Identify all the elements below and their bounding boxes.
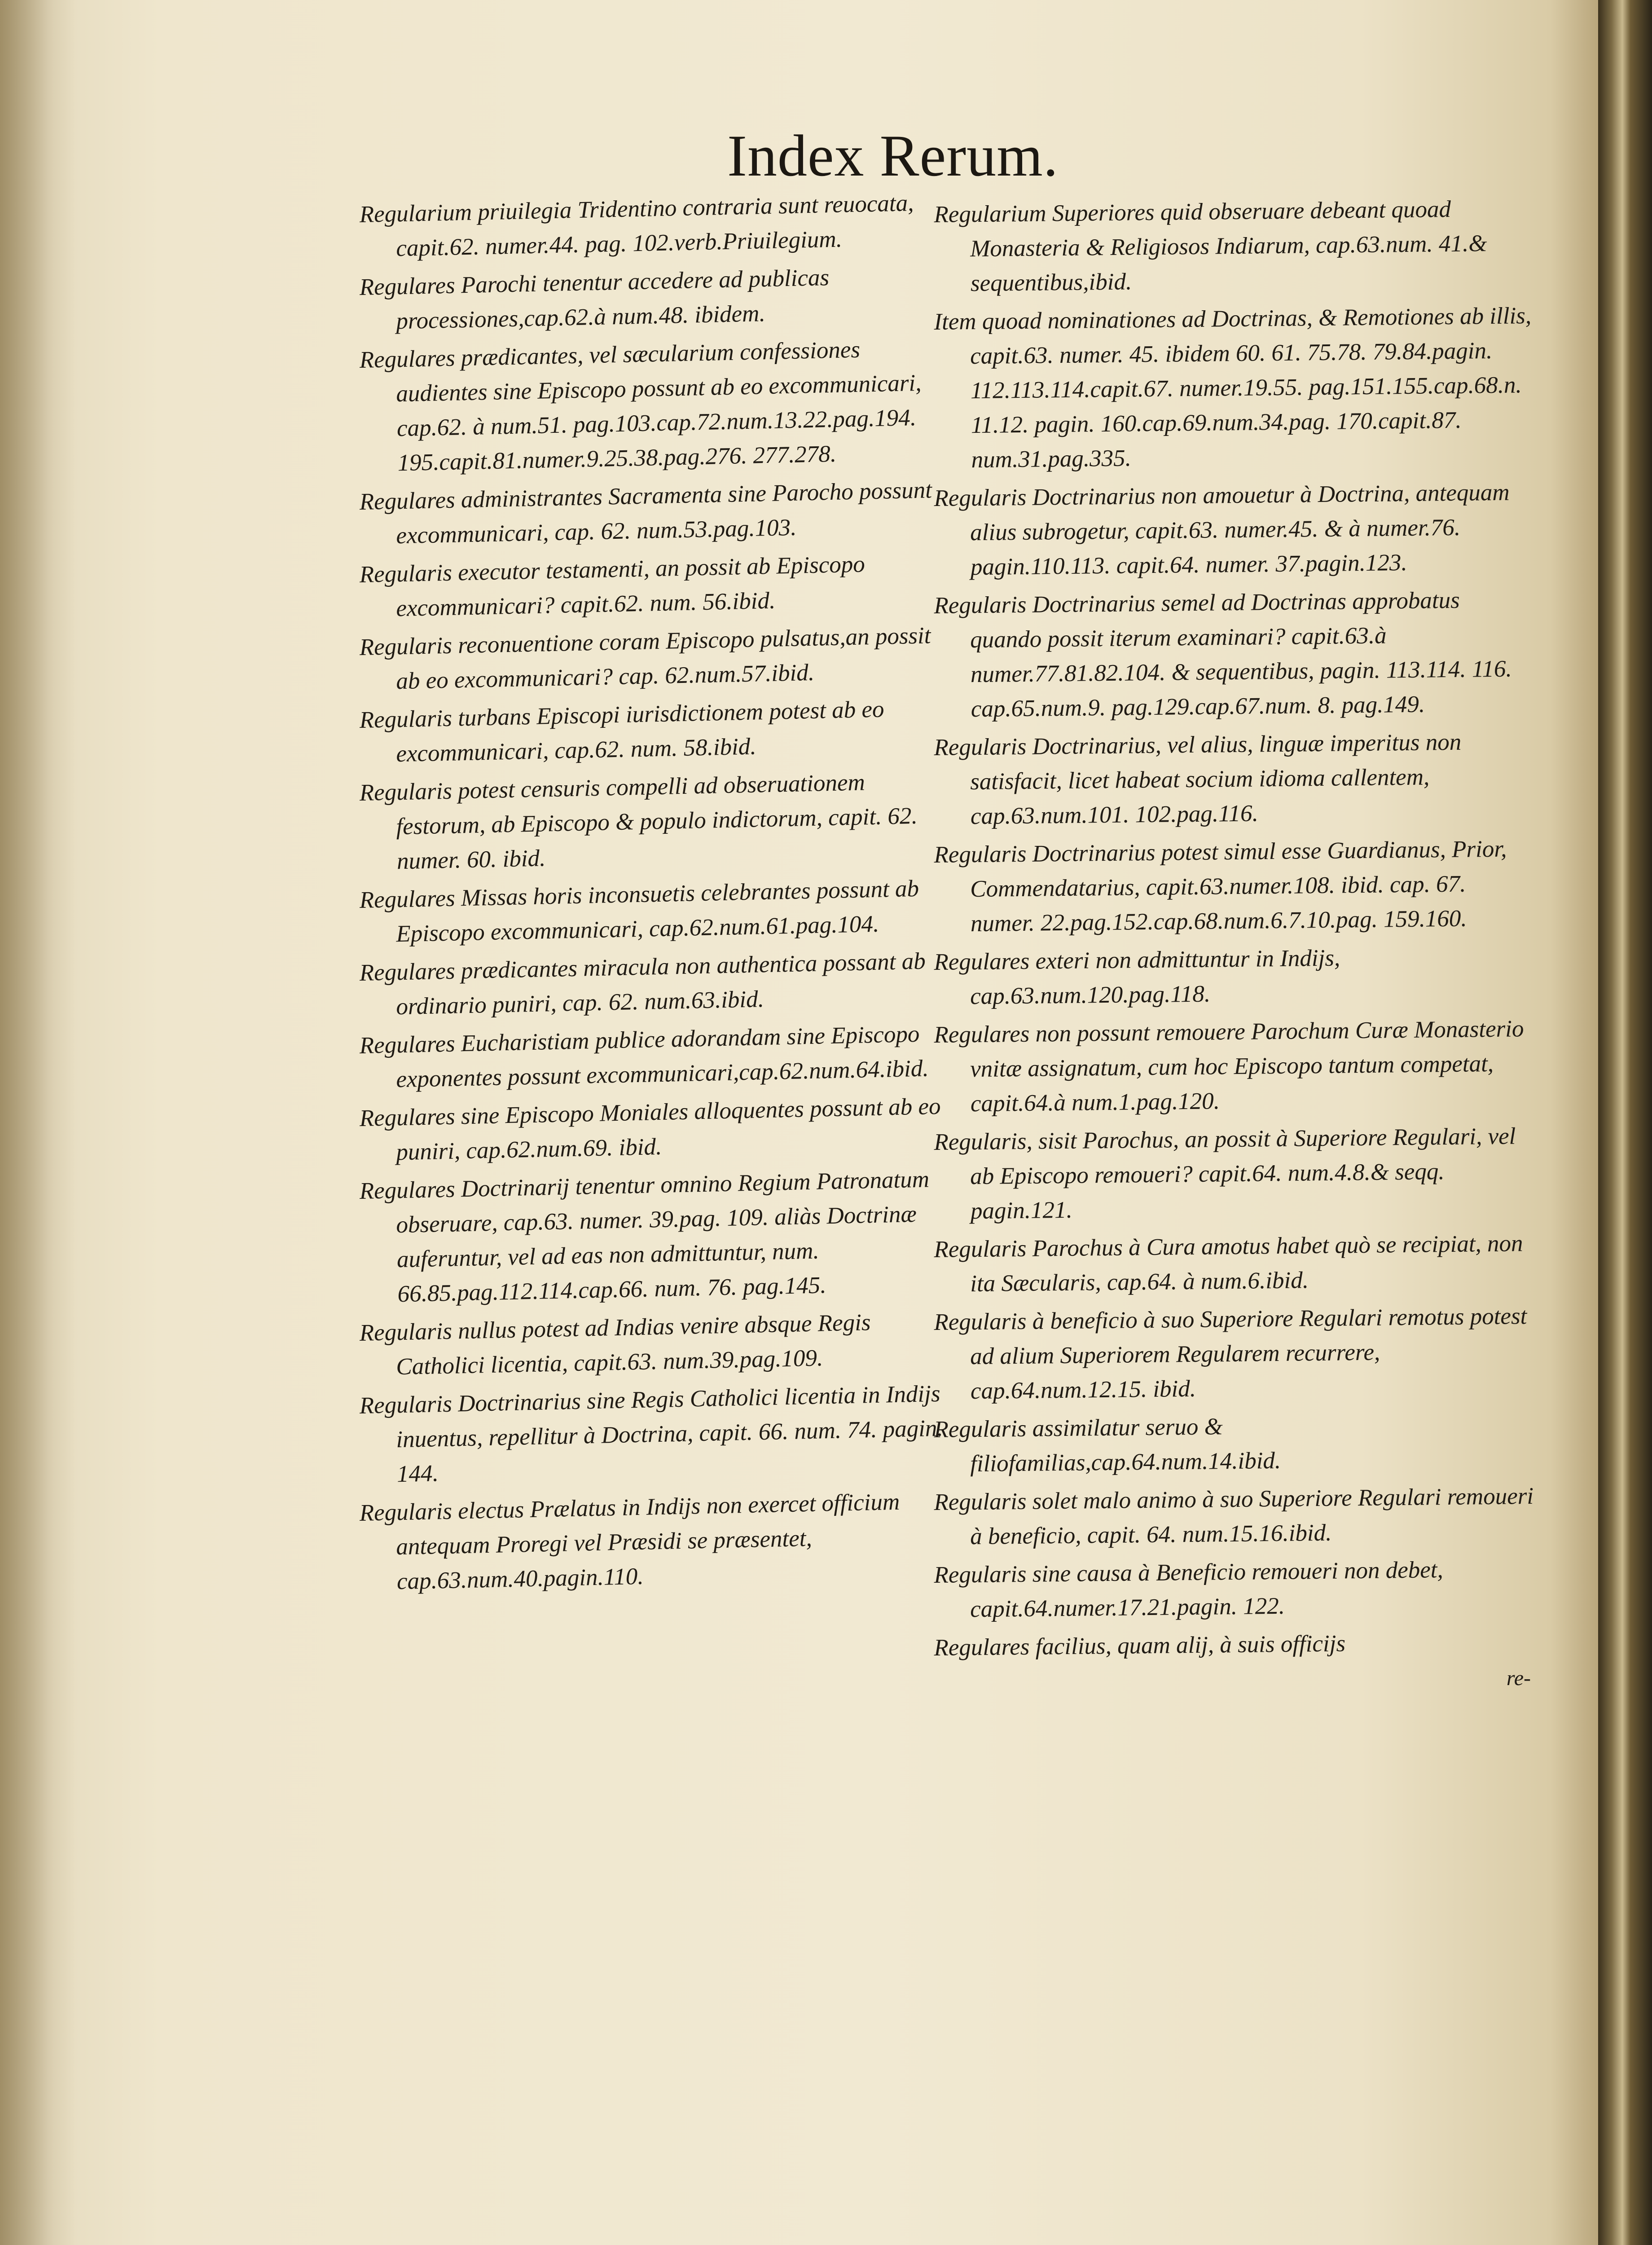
index-entry: Regularium priuilegia Tridentino contraria sunt reuocata, capit.62. numer.44. pag. 102.verb.Priuilegium. [359,190,914,262]
index-entry: Regularis à beneficio à suo Superiore Regulari remotus potest ad alium Superiorem Regularem recurrere, cap.64.num.12.15. ibid. [934,1303,1527,1404]
index-entry: Item quoad nominationes ad Doctrinas, & Remotiones ab illis, capit.63. numer. 45. ibidem 60. 61. 75.78. 79.84.pagin. 112.113.114.capit.67. numer.19.55. pag.151.155.cap.68.n. 11.12. pagin. 160.cap.69.num.34.pag. 170.capit.87. num.31.pag.335. [934,303,1532,473]
index-entry: Regulares facilius, quam alij, à suis officijs [934,1630,1346,1661]
index-entry: Regularium Superiores quid obseruare debeant quoad Monasteria & Religiosos Indiarum, cap.63.num. 41.& sequentibus,ibid. [934,196,1487,297]
index-entry: Regularis assimilatur seruo & filiofamilias,cap.64.num.14.ibid. [934,1413,1281,1477]
index-entry: Regulares prædicantes, vel sæcularium confessiones audientes sine Episcopo possunt ab eo excommunicari, cap.62. à num.51. pag.103.cap.72.num.13.22.pag.194. 195.capit.81.numer.9.25.38.pag.276. 277.278. [359,336,922,476]
index-entry: Regularis turbans Episcopi iurisdictionem potest ab eo excommunicari, cap.62. num. 58.ibid. [359,696,885,767]
index-entry: Regularis sine causa à Beneficio remoueri non debet, capit.64.numer.17.21.pagin. 122. [934,1557,1443,1623]
index-entry: Regularis executor testamenti, an possit ab Episcopo excommunicari? capit.62. num. 56.ibid. [359,551,866,622]
index-entry: Regulares Eucharistiam publice adorandam sine Episcopo exponentes possunt excommunicari,cap.62.num.64.ibid. [359,1021,929,1093]
index-entry: Regularis Parochus à Cura amotus habet quò se recipiat, non ita Sæcularis, cap.64. à num.6.ibid. [934,1230,1523,1297]
index-entry: Regularis Doctrinarius semel ad Doctrinas approbatus quando possit iterum examinari? capit.63.à numer.77.81.82.104. & sequentibus, pagin. 113.114. 116. cap.65.num.9. pag.129.cap.67.num. 8. pag.149. [934,587,1512,722]
index-entry: Regularis reconuentione coram Episcopo pulsatus,an possit ab eo excommunicari? cap. 62.num.57.ibid. [359,622,931,695]
index-entry: Regularis electus Prælatus in Indijs non exercet officium antequam Proregi vel Præsidi se præsentet, cap.63.num.40.pagin.110. [359,1488,900,1595]
index-entry: Regularis nullus potest ad Indias venire absque Regis Catholici licentia, capit.63. num.39.pag.109. [359,1309,871,1380]
catchword: re- [1506,1666,1531,1690]
index-column-right [934,198,1535,1695]
index-entry: Regulares prædicantes miracula non authentica possant ab ordinario puniri, cap. 62. num.63.ibid. [359,948,926,1020]
gutter-shadow [0,0,76,2245]
index-entry: Regulares sine Episcopo Moniales alloquentes possunt ab eo puniri, cap.62.num.69. ibid. [359,1093,941,1166]
page-title: Index Rerum. [727,123,1059,189]
index-entry: Regulares non possunt remouere Parochum Curæ Monasterio vnitæ assignatum, cum hoc Episcopo tantum competat, capit.64.à num.1.pag.120. [934,1016,1524,1117]
page-edge [1598,0,1652,2245]
index-entry: Regulares administrantes Sacramenta sine Parocho possunt excommunicari, cap. 62. num.53.pag.103. [359,477,932,549]
index-entry: Regulares Doctrinarij tenentur omnino Regium Patronatum obseruare, cap.63. numer. 39.pag. 109. aliàs Doctrinæ auferuntur, vel ad eas non admittuntur, num. 66.85.pag.112.114.cap.66. num. 76. pag.145. [359,1166,930,1307]
index-entry: Regularis solet malo animo à suo Superiore Regulari remoueri à beneficio, capit. 64. num.15.16.ibid. [934,1483,1534,1550]
index-column-left [359,190,944,1603]
index-entry: Regulares Missas horis inconsuetis celebrantes possunt ab Episcopo excommunicari, cap.62.num.61.pag.104. [359,875,919,947]
index-entry: Regularis potest censuris compelli ad obseruationem festorum, ab Episcopo & populo indictorum, capit. 62. numer. 60. ibid. [359,769,918,875]
index-entry: Regularis Doctrinarius non amouetur à Doctrina, antequam alius subrogetur, capit.63. numer.45. & à numer.76. pagin.110.113. capit.64. numer. 37.pagin.123. [934,479,1510,581]
index-entry: Regularis Doctrinarius potest simul esse Guardianus, Prior, Commendatarius, capit.63.numer.108. ibid. cap. 67. numer. 22.pag.152.cap.68.num.6.7.10.pag. 159.160. [934,836,1507,937]
index-entry: Regularis Doctrinarius, vel alius, linguæ imperitus non satisfacit, licet habeat socium idioma callentem, cap.63.num.101. 102.pag.116. [934,729,1462,830]
index-entry: Regularis, sisit Parochus, an possit à Superiore Regulari, vel ab Episcopo remoueri? capit.64. num.4.8.& seqq. pagin.121. [934,1123,1516,1224]
index-entry: Regulares Parochi tenentur accedere ad publicas processiones,cap.62.à num.48. ibidem. [359,264,830,335]
index-entry: Regularis Doctrinarius sine Regis Catholici licentia in Indijs inuentus, repellitur à Doctrina, capit. 66. num. 74. pagin. 144. [359,1380,944,1488]
index-entry: Regulares exteri non admittuntur in Indijs, cap.63.num.120.pag.118. [934,945,1340,1010]
